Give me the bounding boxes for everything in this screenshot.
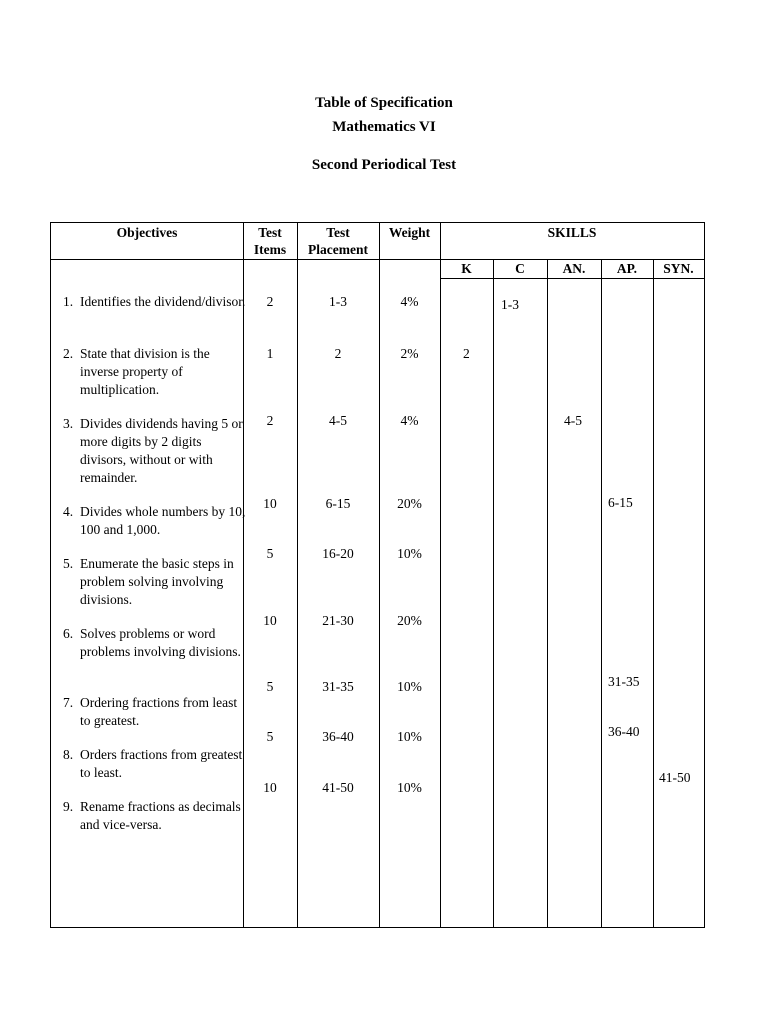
objective-number: 1. — [63, 294, 74, 309]
objective-number: 7. — [63, 695, 74, 710]
skill-ap-cell: 6-15 — [608, 495, 633, 510]
test-placement-cell: 36-40 — [322, 729, 354, 744]
skill-header-c: C — [515, 261, 525, 276]
skill-header-an: AN. — [562, 261, 586, 276]
weight-cell: 10% — [397, 679, 422, 694]
objective-item — [63, 293, 248, 311]
col-divider — [440, 223, 441, 927]
header-objectives: Objectives — [116, 225, 178, 240]
test-items-cell: 1 — [266, 346, 274, 361]
test-items-cell: 10 — [263, 496, 277, 511]
skill-ap-cell: 31-35 — [608, 674, 640, 689]
objective-number: 2. — [63, 346, 74, 361]
specification-table — [50, 222, 705, 928]
objective-text: Ordering fractions from least to greatest. — [80, 695, 238, 728]
objective-text: Enumerate the basic steps in problem solving involving divisions. — [80, 556, 234, 607]
objective-text: Rename fractions as decimals and vice-versa. — [80, 799, 241, 832]
header-weight: Weight — [388, 225, 431, 240]
objective-item — [63, 625, 248, 661]
skill-an-cell: 4-5 — [564, 413, 582, 428]
objective-text: Identifies the dividend/divisor. — [80, 294, 246, 309]
objective-item — [63, 798, 248, 834]
objective-number: 6. — [63, 626, 74, 641]
col-divider — [601, 259, 602, 927]
header-test-items — [243, 224, 297, 258]
test-placement-cell: 2 — [334, 346, 342, 361]
header-skills: SKILLS — [547, 225, 597, 240]
test-items-cell: 2 — [266, 294, 274, 309]
objective-item — [63, 694, 248, 730]
objective-text: Orders fractions from greatest to least. — [80, 747, 243, 780]
objective-item — [63, 415, 248, 487]
test-placement-cell: 1-3 — [329, 294, 347, 309]
weight-cell: 2% — [400, 346, 419, 361]
weight-cell: 20% — [397, 496, 422, 511]
test-items-cell: 10 — [263, 613, 277, 628]
objective-number: 3. — [63, 416, 74, 431]
header-test-placement-line2: Placement — [308, 242, 368, 257]
skill-ap-cell: 36-40 — [608, 724, 640, 739]
skill-c-cell: 1-3 — [501, 297, 519, 312]
test-items-cell: 5 — [266, 546, 274, 561]
test-placement-cell: 21-30 — [322, 613, 354, 628]
col-divider — [653, 259, 654, 927]
subject-title: Mathematics VI — [332, 119, 436, 135]
test-placement-cell: 16-20 — [322, 546, 354, 561]
objective-number: 9. — [63, 799, 74, 814]
objective-text: Divides dividends having 5 or more digits by 2 digits divisors, without or with remainder. — [80, 416, 243, 485]
objective-number: 4. — [63, 504, 74, 519]
row-divider — [440, 278, 704, 279]
objective-text: Solves problems or word problems involving divisions. — [80, 626, 241, 659]
weight-cell: 4% — [400, 294, 419, 309]
test-items-cell: 10 — [263, 780, 277, 795]
header-test-items-line2: Items — [253, 242, 287, 257]
document-title: Table of Specification — [315, 95, 453, 111]
col-divider — [379, 223, 380, 927]
test-placement-cell: 6-15 — [325, 496, 351, 511]
weight-cell: 10% — [397, 780, 422, 795]
test-placement-cell: 4-5 — [329, 413, 347, 428]
skill-k-cell: 2 — [463, 346, 470, 361]
objective-number: 8. — [63, 747, 74, 762]
col-divider — [297, 223, 298, 927]
header-test-items-line1: Test — [258, 225, 282, 240]
skill-syn-cell: 41-50 — [659, 770, 691, 785]
objective-number: 5. — [63, 556, 74, 571]
skill-header-k: K — [461, 261, 472, 276]
header-test-placement — [297, 224, 379, 258]
test-items-cell: 2 — [266, 413, 274, 428]
objective-text: Divides whole numbers by 10, 100 and 1,000. — [80, 504, 246, 537]
col-divider — [547, 259, 548, 927]
objective-item — [63, 555, 248, 609]
test-items-cell: 5 — [266, 679, 274, 694]
test-items-cell: 5 — [266, 729, 274, 744]
col-divider — [493, 259, 494, 927]
test-placement-cell: 41-50 — [322, 780, 354, 795]
objective-item — [63, 746, 248, 782]
weight-cell: 4% — [400, 413, 419, 428]
weight-cell: 20% — [397, 613, 422, 628]
weight-cell: 10% — [397, 729, 422, 744]
weight-cell: 10% — [397, 546, 422, 561]
test-name: Second Periodical Test — [311, 157, 457, 173]
skill-header-ap: AP. — [616, 261, 638, 276]
objective-item — [63, 345, 248, 399]
objective-text: State that division is the inverse property of multiplication. — [80, 346, 210, 397]
skill-header-syn: SYN. — [663, 261, 694, 276]
test-placement-cell: 31-35 — [322, 679, 354, 694]
header-test-placement-line1: Test — [326, 225, 350, 240]
objective-item — [63, 503, 248, 539]
